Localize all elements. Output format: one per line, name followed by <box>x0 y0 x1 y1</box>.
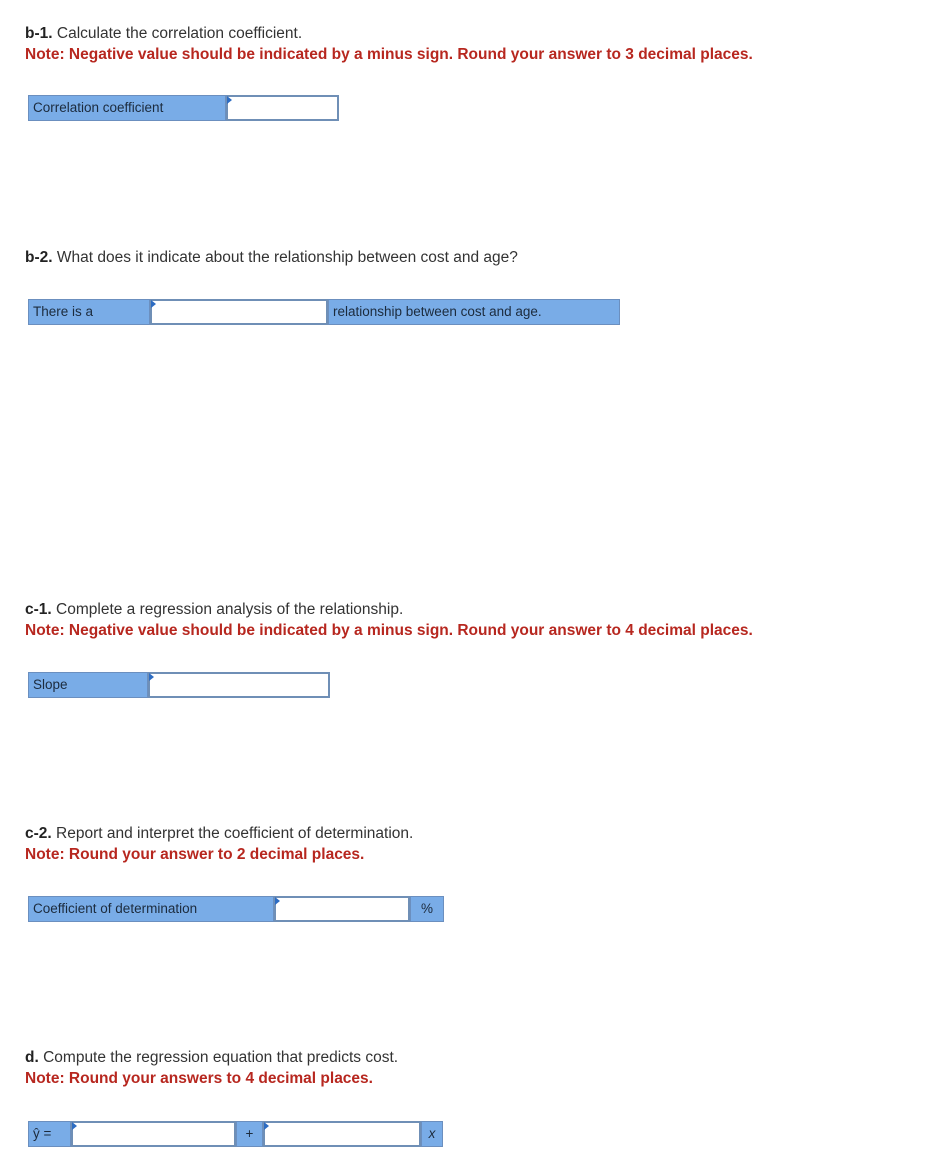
relationship-suffix-label: relationship between cost and age. <box>328 299 620 325</box>
slope-row <box>28 672 330 698</box>
question-d-text <box>25 1047 398 1068</box>
question-b2 <box>25 247 518 268</box>
question-c1-text <box>25 599 753 620</box>
question-c2-note: Note: Round your answer to 2 decimal places. <box>25 846 365 863</box>
percent-unit-label: % <box>410 896 444 922</box>
input-flag-icon <box>151 300 156 308</box>
intercept-field[interactable] <box>71 1121 236 1147</box>
slope-coefficient-field[interactable] <box>263 1121 421 1147</box>
correlation-coefficient-field[interactable] <box>226 95 339 121</box>
regression-equation-row <box>28 1121 443 1147</box>
coefficient-of-determination-input[interactable] <box>276 898 408 920</box>
input-flag-icon <box>227 96 232 104</box>
coefficient-of-determination-row <box>28 896 444 922</box>
question-c2 <box>25 823 413 865</box>
question-c2-number: c-2. <box>25 825 52 842</box>
relationship-prefix-label: There is a <box>28 299 150 325</box>
question-c2-prompt: Report and interpret the coefficient of determination. <box>56 825 414 842</box>
relationship-dropdown[interactable] <box>150 299 328 325</box>
question-b1-prompt: Calculate the correlation coefficient. <box>56 25 303 42</box>
slope-label: Slope <box>28 672 148 698</box>
question-c1-note: Note: Negative value should be indicated by a minus sign. Round your answer to 4 decimal places. <box>25 622 753 639</box>
relationship-select[interactable] <box>152 301 326 323</box>
correlation-coefficient-input[interactable] <box>228 97 337 119</box>
question-b1 <box>25 23 753 65</box>
question-d-note: Note: Round your answers to 4 decimal places. <box>25 1070 373 1087</box>
plus-sign-label: + <box>236 1121 263 1147</box>
intercept-input[interactable] <box>73 1123 234 1145</box>
input-flag-icon <box>72 1122 77 1130</box>
question-c1-number: c-1. <box>25 601 52 618</box>
input-flag-icon <box>149 673 154 681</box>
slope-input[interactable] <box>150 674 328 696</box>
relationship-row <box>28 299 620 325</box>
question-c1-prompt: Complete a regression analysis of the relationship. <box>56 601 404 618</box>
y-hat-label: ŷ = <box>28 1121 71 1147</box>
coefficient-of-determination-label: Coefficient of determination <box>28 896 274 922</box>
question-d <box>25 1047 398 1089</box>
input-flag-icon <box>264 1122 269 1130</box>
input-flag-icon <box>275 897 280 905</box>
question-b2-number: b-2. <box>25 249 53 266</box>
question-b1-note: Note: Negative value should be indicated by a minus sign. Round your answer to 3 decimal places. <box>25 46 753 63</box>
question-b1-number: b-1. <box>25 25 53 42</box>
question-b2-prompt: What does it indicate about the relationship between cost and age? <box>56 249 518 266</box>
question-b2-text <box>25 247 518 268</box>
correlation-coefficient-label: Correlation coefficient <box>28 95 226 121</box>
question-c2-text <box>25 823 413 844</box>
question-d-number: d. <box>25 1049 39 1066</box>
correlation-coefficient-row <box>28 95 339 121</box>
coefficient-of-determination-field[interactable] <box>274 896 410 922</box>
question-b1-text <box>25 23 753 44</box>
question-d-prompt: Compute the regression equation that predicts cost. <box>43 1049 399 1066</box>
slope-coefficient-input[interactable] <box>265 1123 419 1145</box>
slope-field[interactable] <box>148 672 330 698</box>
question-c1 <box>25 599 753 641</box>
x-variable-label: x <box>421 1121 443 1147</box>
